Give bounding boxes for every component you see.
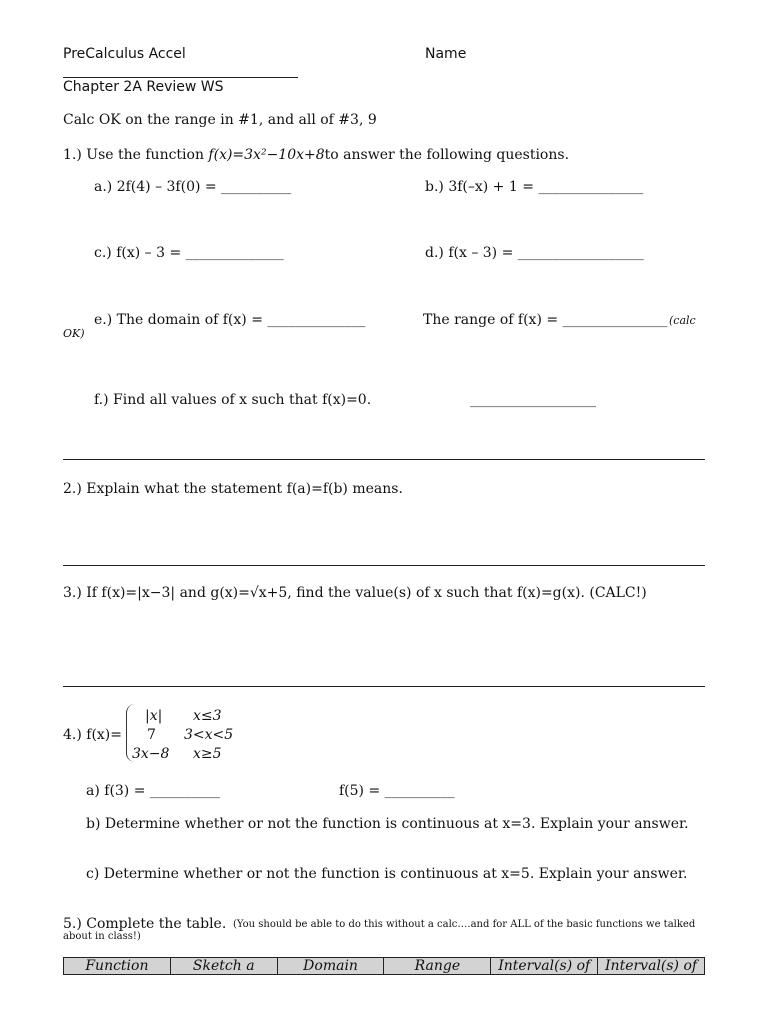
column-header: Function (64, 958, 171, 975)
q1-part-b: b.) 3f(–x) + 1 = _______________ (425, 179, 644, 195)
q1-range-note-cont: OK) (63, 327, 85, 340)
q1-intro (63, 147, 569, 163)
q1-intro-after: to answer the following questions. (324, 147, 570, 163)
q3-text: 3.) If f(x)=|x−3| and g(x)=√x+5, find the value(s) of x such that f(x)=g(x). (CALC!) (63, 585, 647, 601)
name-label: Name (425, 46, 467, 62)
piece-2-expr: 7 (147, 727, 156, 743)
course-title: PreCalculus Accel (63, 46, 186, 62)
q4-part-c: c) Determine whether or not the function is continuous at x=5. Explain your answer. (86, 866, 688, 882)
divider-1 (63, 459, 705, 460)
piece-2-cond: 3<x<5 (184, 727, 234, 743)
q5-note-cont: about in class!) (63, 931, 141, 942)
q1-part-e: e.) The domain of f(x) = ______________ (94, 312, 366, 328)
q1-part-c: c.) f(x) – 3 = ______________ (94, 245, 284, 261)
piece-3-expr: 3x−8 (132, 746, 170, 762)
q4-part-b: b) Determine whether or not the function is continuous at x=3. Explain your answer. (86, 816, 689, 832)
piece-1-expr: |x| (145, 708, 163, 724)
header-underline (63, 77, 298, 78)
q1-range: The range of f(x) = _______________ (423, 312, 668, 328)
column-header: Sketch a (170, 958, 277, 975)
piece-3-cond: x≥5 (193, 746, 222, 762)
q5-title: 5.) Complete the table. (63, 916, 227, 932)
function-table (63, 957, 705, 975)
calc-note: Calc OK on the range in #1, and all of #3, 9 (63, 112, 377, 128)
q4-label: 4.) f(x)= (63, 727, 123, 743)
column-header: Domain (277, 958, 384, 975)
divider-2 (63, 565, 705, 566)
q1-f-blank: __________________ (470, 392, 596, 408)
q1-intro-before: 1.) Use the function (63, 147, 209, 163)
q4-part-a: a) f(3) = __________ (86, 783, 220, 799)
column-header: Interval(s) of (491, 958, 598, 975)
chapter-title: Chapter 2A Review WS (63, 79, 224, 95)
piece-1-cond: x≤3 (193, 708, 222, 724)
table-header-row (64, 958, 705, 975)
q1-part-f: f.) Find all values of x such that f(x)=0. (94, 392, 372, 408)
q1-part-a: a.) 2f(4) – 3f(0) = __________ (94, 179, 292, 195)
column-header: Range (384, 958, 491, 975)
q1-range-note: (calc (669, 314, 696, 327)
q2-text: 2.) Explain what the statement f(a)=f(b) means. (63, 481, 403, 497)
column-header: Interval(s) of (598, 958, 705, 975)
q5-note: (You should be able to do this without a calc….and for ALL of the basic functions we talked (233, 919, 696, 930)
q4-part-a2: f(5) = __________ (339, 783, 455, 799)
q1-function: f(x)=3x²−10x+8 (208, 147, 325, 163)
q1-part-d: d.) f(x – 3) = __________________ (425, 245, 644, 261)
divider-3 (63, 686, 705, 687)
